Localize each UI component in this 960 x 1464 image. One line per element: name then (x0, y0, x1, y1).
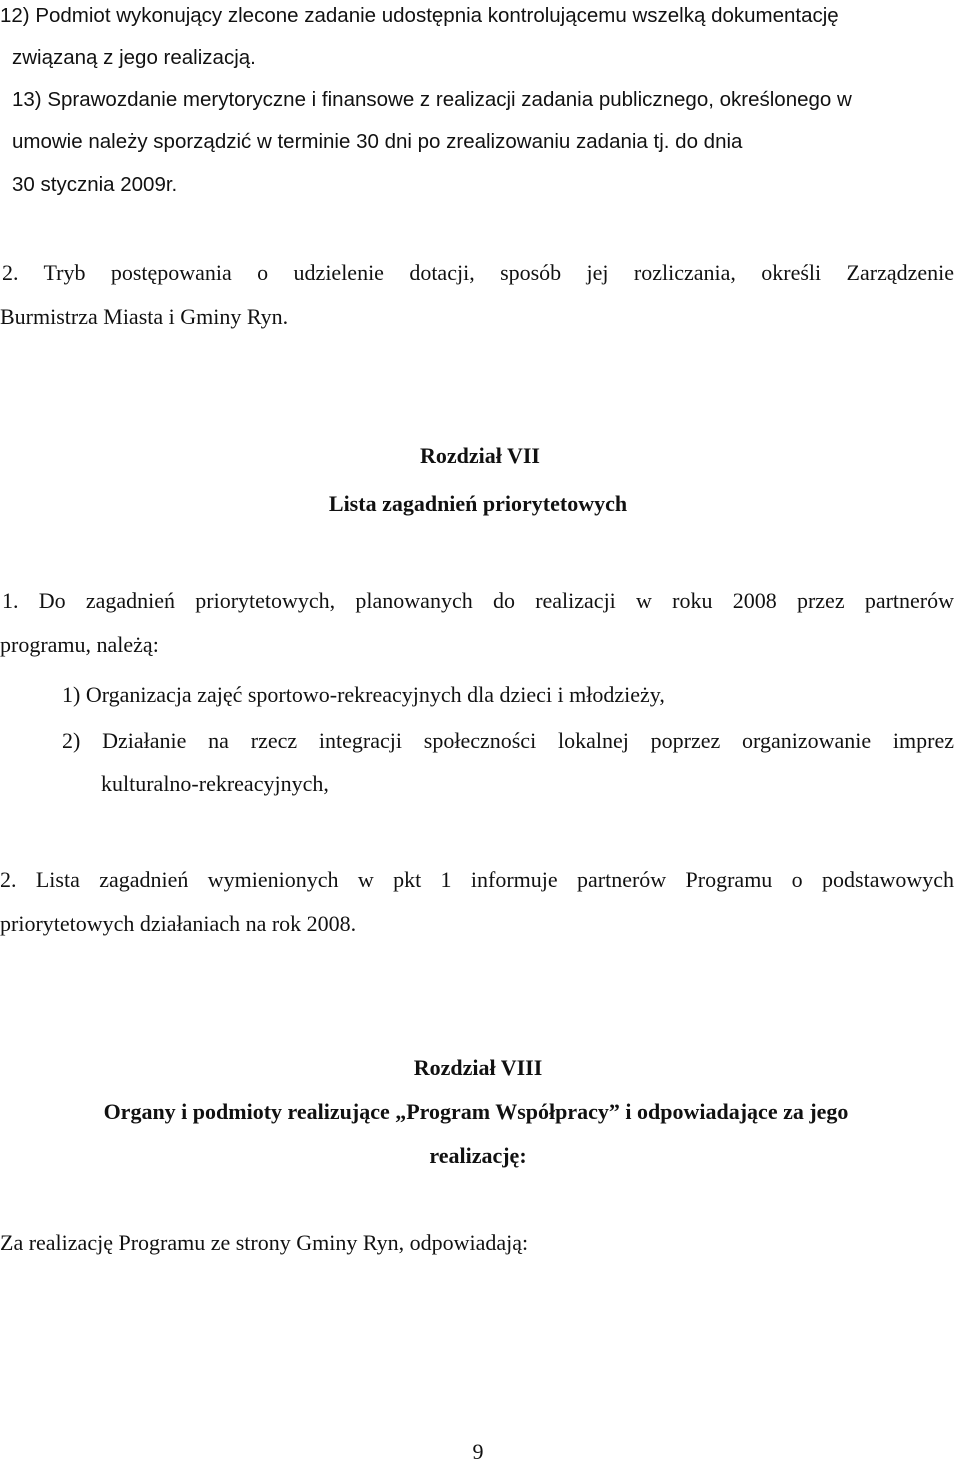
chapter-7-paragraph-1-line-2: programu, należą: (0, 632, 159, 657)
item-12-line-1: 12) Podmiot wykonujący zlecone zadanie udostępnia kontrolującemu wszelką dokumentację (0, 4, 839, 27)
chapter-8-heading: Rozdział VIII (413, 1055, 543, 1080)
chapter-8-title-line-2: realizację: (429, 1143, 527, 1168)
chapter-7-title: Lista zagadnień priorytetowych (328, 491, 628, 516)
chapter-7-heading: Rozdział VII (420, 443, 540, 468)
chapter-8-paragraph-1: Za realizację Programu ze strony Gminy Ryn, odpowiadają: (0, 1230, 529, 1255)
item-13-line-1: 13) Sprawozdanie merytoryczne i finansowe z realizacji zadania publicznego, określonego w (12, 88, 852, 111)
paragraph-2-line-2: Burmistrza Miasta i Gminy Ryn. (0, 304, 289, 329)
item-13-line-3: 30 stycznia 2009r. (12, 173, 178, 196)
priority-list-item-1: 1) Organizacja zajęć sportowo-rekreacyjnych dla dzieci i młodzieży, (62, 682, 665, 707)
chapter-7-paragraph-1-line-1: 1. Do zagadnień priorytetowych, planowanych do realizacji w roku 2008 przez partnerów (2, 588, 954, 613)
priority-list-item-2-line-2: kulturalno-rekreacyjnych, (101, 771, 329, 796)
chapter-8-title-line-1: Organy i podmioty realizujące „Program Współpracy” i odpowiadające za jego (103, 1099, 849, 1124)
priority-list-item-2-line-1: 2) Działanie na rzecz integracji społeczności lokalnej poprzez organizowanie imprez (62, 728, 954, 753)
chapter-7-paragraph-2-line-1: 2. Lista zagadnień wymienionych w pkt 1 informuje partnerów Programu o podstawowych (0, 867, 954, 892)
item-13-line-2: umowie należy sporządzić w terminie 30 dni po zrealizowaniu zadania tj. do dnia (12, 130, 743, 153)
item-12-line-2: związaną z jego realizacją. (12, 46, 256, 69)
chapter-7-paragraph-2-line-2: priorytetowych działaniach na rok 2008. (0, 911, 357, 936)
page-number: 9 (472, 1439, 484, 1464)
paragraph-2-line-1: 2. Tryb postępowania o udzielenie dotacji, sposób jej rozliczania, określi Zarządzenie (2, 260, 954, 285)
